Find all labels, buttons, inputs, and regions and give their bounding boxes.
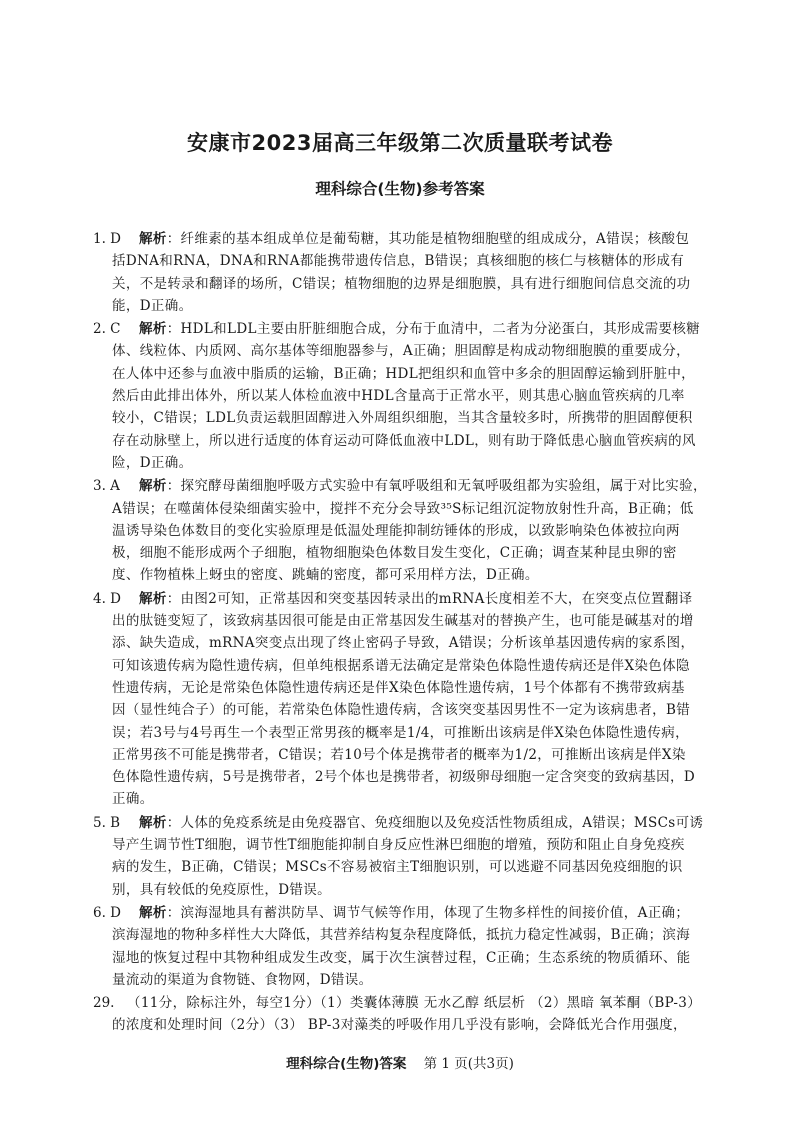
answer-line: 别，具有较低的免疫原性，D错误。 (112, 881, 331, 898)
answer-line: 解析：HDL和LDL主要由肝脏细胞合成，分布于血清中，二者为分泌蛋白，其形成需要核糖 (139, 321, 701, 338)
answer-item (0, 588, 800, 811)
answer-number: 3. A (93, 478, 120, 495)
answer-line: 性遗传病，无论是常染色体隐性遗传病还是伴X染色体隐性遗传病，1号个体都有不携带致病基 (112, 679, 685, 696)
page-footer (0, 1052, 800, 1072)
answer-line: 色体隐性遗传病，5号是携带者，2号个体也是携带者，初级卵母细胞一定含突变的致病基因，D (112, 769, 696, 786)
analysis-label: 解析 (139, 590, 167, 607)
answer-number: 29. (93, 995, 115, 1012)
answer-line: 出的肽链变短了，该致病基因很可能是由正常基因发生碱基对的替换产生，也可能是碱基对的增 (112, 613, 694, 630)
answer-line: 体、线粒体、内质网、高尔基体等细胞器参与，A正确；胆固醇是构成动物细胞膜的重要成分， (112, 343, 690, 360)
answer-line: 能，D正确。 (112, 297, 193, 314)
answer-line: 在人体中还参与血液中脂质的运输，B正确；HDL把组织和血管中多余的胆固醇运输到肝脏中， (112, 365, 696, 382)
analysis-label: 解析 (139, 814, 167, 831)
answer-line: 括DNA和RNA，DNA和RNA都能携带遗传信息，B错误；真核细胞的核仁与核糖体的形成有 (112, 253, 685, 270)
answer-item (0, 812, 800, 901)
analysis-label: 解析 (139, 478, 167, 495)
answer-item (0, 475, 800, 586)
answer-line: 可知该遗传病为隐性遗传病，但单纯根据系谱无法确定是常染色体隐性遗传病还是伴X染色体隐 (112, 657, 690, 674)
page-subtitle: 理科综合(生物)参考答案 (315, 180, 485, 198)
answer-line: （11分，除标注外，每空1分）（1）类囊体薄膜 无水乙醇 纸层析 （2）黑暗 氧苯酮（BP-3） (127, 995, 702, 1012)
answer-list (0, 228, 800, 1038)
answer-number: 2. C (93, 321, 121, 338)
answer-line: 误；若3号与4号再生一个表型正常男孩的概率是1/4，可推断出该病是伴X染色体隐性遗传病， (112, 724, 689, 741)
answer-item-29 (0, 992, 800, 1037)
answer-line: 病的发生，B正确，C错误；MSCs不容易被宿主T细胞识别，可以逃避不同基因免疫细胞的识 (112, 859, 683, 876)
answer-line: 险，D正确。 (112, 454, 193, 471)
answer-item (0, 228, 800, 317)
answer-item (0, 902, 800, 991)
answer-line: 添、缺失造成，mRNA突变点出现了终止密码子导致，A错误；分析该单基因遗传病的家系图， (112, 635, 695, 652)
answer-line: 度、作物植株上蚜虫的密度、跳蝻的密度，都可采用样方法，D正确。 (112, 567, 539, 584)
footer-subject: 理科综合(生物)答案 (286, 1056, 407, 1072)
answer-line: 解析：探究酵母菌细胞呼吸方式实验中有氧呼吸组和无氧呼吸组都为实验组，属于对比实验， (139, 478, 707, 495)
page-title: 安康市2023届高三年级第二次质量联考试卷 (187, 131, 613, 155)
answer-line: 因（显性纯合子）的可能，若常染色体隐性遗传病，含该突变基因男性不一定为该病患者，B错 (112, 702, 691, 719)
answer-line: 导产生调节性T细胞，调节性T细胞能抑制自身反应性淋巴细胞的增殖，预防和阻止自身免疫疾 (112, 837, 685, 854)
analysis-label: 解析 (139, 904, 167, 921)
analysis-label: 解析 (139, 321, 167, 338)
analysis-label: 解析 (139, 231, 167, 247)
answer-line: 解析：由图2可知，正常基因和突变基因转录出的mRNA长度相差不大，在突变点位置翻译 (139, 590, 693, 607)
answer-line: 量流动的渠道为食物链、食物网，D错误。 (112, 971, 373, 988)
answer-line: 存在动脉壁上，所以进行适度的体育运动可降低血液中LDL，则有助于降低患心脑血管疾病的风 (112, 432, 696, 449)
answer-number: 5. B (93, 814, 121, 831)
answer-line: 关，不是转录和翻译的场所，C错误；植物细胞的边界是细胞膜，具有进行细胞间信息交流的功 (112, 275, 691, 292)
answer-line: 解析：滨海湿地具有蓄洪防旱、调节气候等作用，体现了生物多样性的间接价值，A正确； (139, 904, 690, 921)
answer-line: 解析：纤维素的基本组成单位是葡萄糖，其功能是植物细胞壁的组成成分，A错误；核酸包 (139, 231, 690, 247)
answer-line: 正确。 (112, 791, 154, 808)
answer-number: 1. D (93, 231, 121, 247)
answer-line: 极，细胞不能形成两个子细胞，植物细胞染色体数目发生变化，C正确；调查某种昆虫卵的密 (112, 545, 677, 562)
answer-line: 解析：人体的免疫系统是由免疫器官、免疫细胞以及免疫活性物质组成，A错误；MSCs可诱 (139, 814, 704, 831)
footer-page-number: 第 1 页(共3页) (423, 1056, 514, 1072)
answer-line: 湿地的恢复过程中其物种组成发生改变，属于次生演替过程，C正确；生态系统的物质循环、能 (112, 949, 691, 966)
answer-line: 较小，C错误；LDL负责运载胆固醇进入外周组织细胞，当其含量较多时，所携带的胆固醇便积 (112, 410, 693, 427)
answer-line: 温诱导染色体数目的变化实验原理是低温处理能抑制纺锤体的形成，以致影响染色体被拉向两 (112, 522, 680, 539)
answer-line: 的浓度和处理时间（2分）（3） BP-3对藻类的呼吸作用几乎没有影响，会降低光合作用强度， (112, 1017, 687, 1034)
answer-number: 6. D (93, 904, 121, 921)
answer-line: 正常男孩不可能是携带者，C错误；若10号个体是携带者的概率为1/2，可推断出该病是伴X染 (112, 746, 686, 763)
answer-item (0, 318, 800, 474)
answer-line: A错误；在噬菌体侵染细菌实验中，搅拌不充分会导致³⁵S标记组沉淀物放射性升高，B正确；低 (112, 500, 694, 517)
answer-line: 然后由此排出体外，所以某人体检血液中HDL含量高于正常水平，则其患心脑血管疾病的几率 (112, 388, 685, 405)
answer-line: 滨海湿地的物种多样性大大降低，其营养结构复杂程度降低，抵抗力稳定性减弱，B正确；滨海 (112, 927, 691, 944)
answer-number: 4. D (93, 590, 121, 607)
